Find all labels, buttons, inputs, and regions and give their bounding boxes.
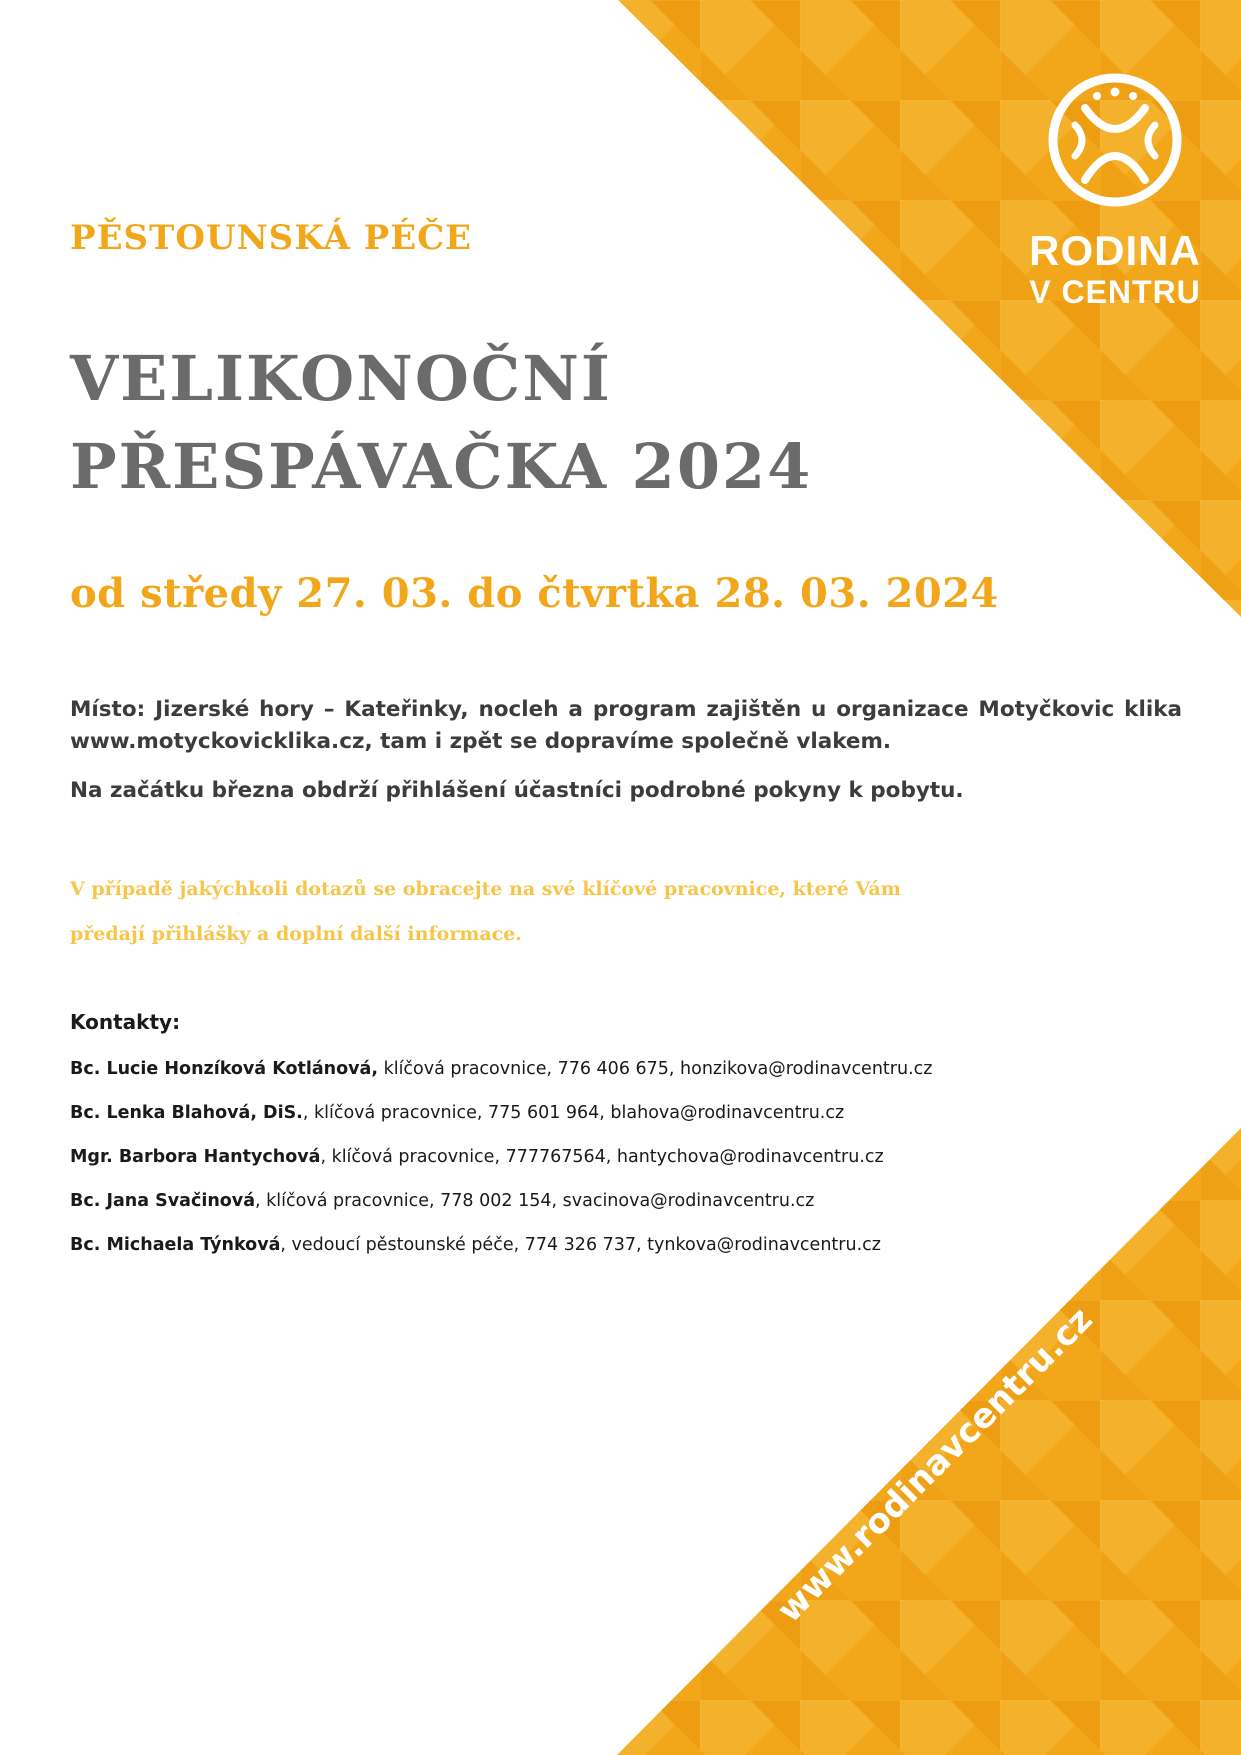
contacts-list	[70, 1058, 932, 1278]
title-line-2: PŘESPÁVAČKA 2024	[70, 430, 813, 503]
rodina-v-centru-emblem-icon	[1045, 70, 1185, 210]
contact-details: , klíčová pracovnice, 777767564, hantychova@rodinavcentru.cz	[320, 1147, 884, 1167]
contact-details: , klíčová pracovnice, 775 601 964, blahova@rodinavcentru.cz	[302, 1103, 845, 1123]
contact-name: Bc. Jana Svačinová	[70, 1191, 256, 1211]
contact-details: klíčová pracovnice, 776 406 675, honzikova@rodinavcentru.cz	[378, 1059, 933, 1079]
page-title	[70, 335, 812, 511]
contact-details: , vedoucí pěstounské péče, 774 326 737, tynkova@rodinavcentru.cz	[280, 1235, 881, 1255]
event-dates: od středy 27. 03. do čtvrtka 28. 03. 2024	[70, 570, 999, 617]
contact-name: Bc. Michaela Týnková	[70, 1235, 281, 1255]
contact-item	[70, 1058, 932, 1080]
inquiry-note-line-2: předají přihlášky a doplní další informace.	[70, 923, 523, 945]
inquiry-note	[70, 867, 1070, 957]
logo	[990, 70, 1240, 310]
logo-name: RODINA	[1029, 227, 1201, 274]
title-line-1: VELIKONOČNÍ	[70, 342, 612, 415]
contact-details: , klíčová pracovnice, 778 002 154, svacinova@rodinavcentru.cz	[255, 1191, 815, 1211]
contact-item	[70, 1190, 932, 1212]
logo-subtitle: V CENTRU	[1029, 274, 1201, 310]
contacts-heading: Kontakty:	[70, 1010, 181, 1034]
inquiry-note-line-1: V případě jakýchkoli dotazů se obracejte na své klíčové pracovnice, které Vám	[70, 878, 901, 900]
place-paragraph: Místo: Jizerské hory – Kateřinky, nocleh a program zajištěn u organizace Motyčkovic klika www.motyckovicklika.cz, tam i zpět se dopravíme společně vlakem.	[70, 697, 1182, 754]
contact-item	[70, 1102, 932, 1124]
website-link[interactable]: www.rodinavcentru.cz	[769, 1299, 1101, 1631]
category-heading: PĚSTOUNSKÁ PÉČE	[70, 218, 473, 258]
contact-item	[70, 1146, 932, 1168]
instructions-paragraph: Na začátku března obdrží přihlášení účastníci podrobné pokyny k pobytu.	[70, 778, 964, 803]
contact-name: Mgr. Barbora Hantychová	[70, 1147, 321, 1167]
contact-name: Bc. Lenka Blahová, DiS.	[70, 1103, 303, 1123]
contact-item	[70, 1234, 932, 1256]
contact-name: Bc. Lucie Honzíková Kotlánová,	[70, 1059, 379, 1079]
